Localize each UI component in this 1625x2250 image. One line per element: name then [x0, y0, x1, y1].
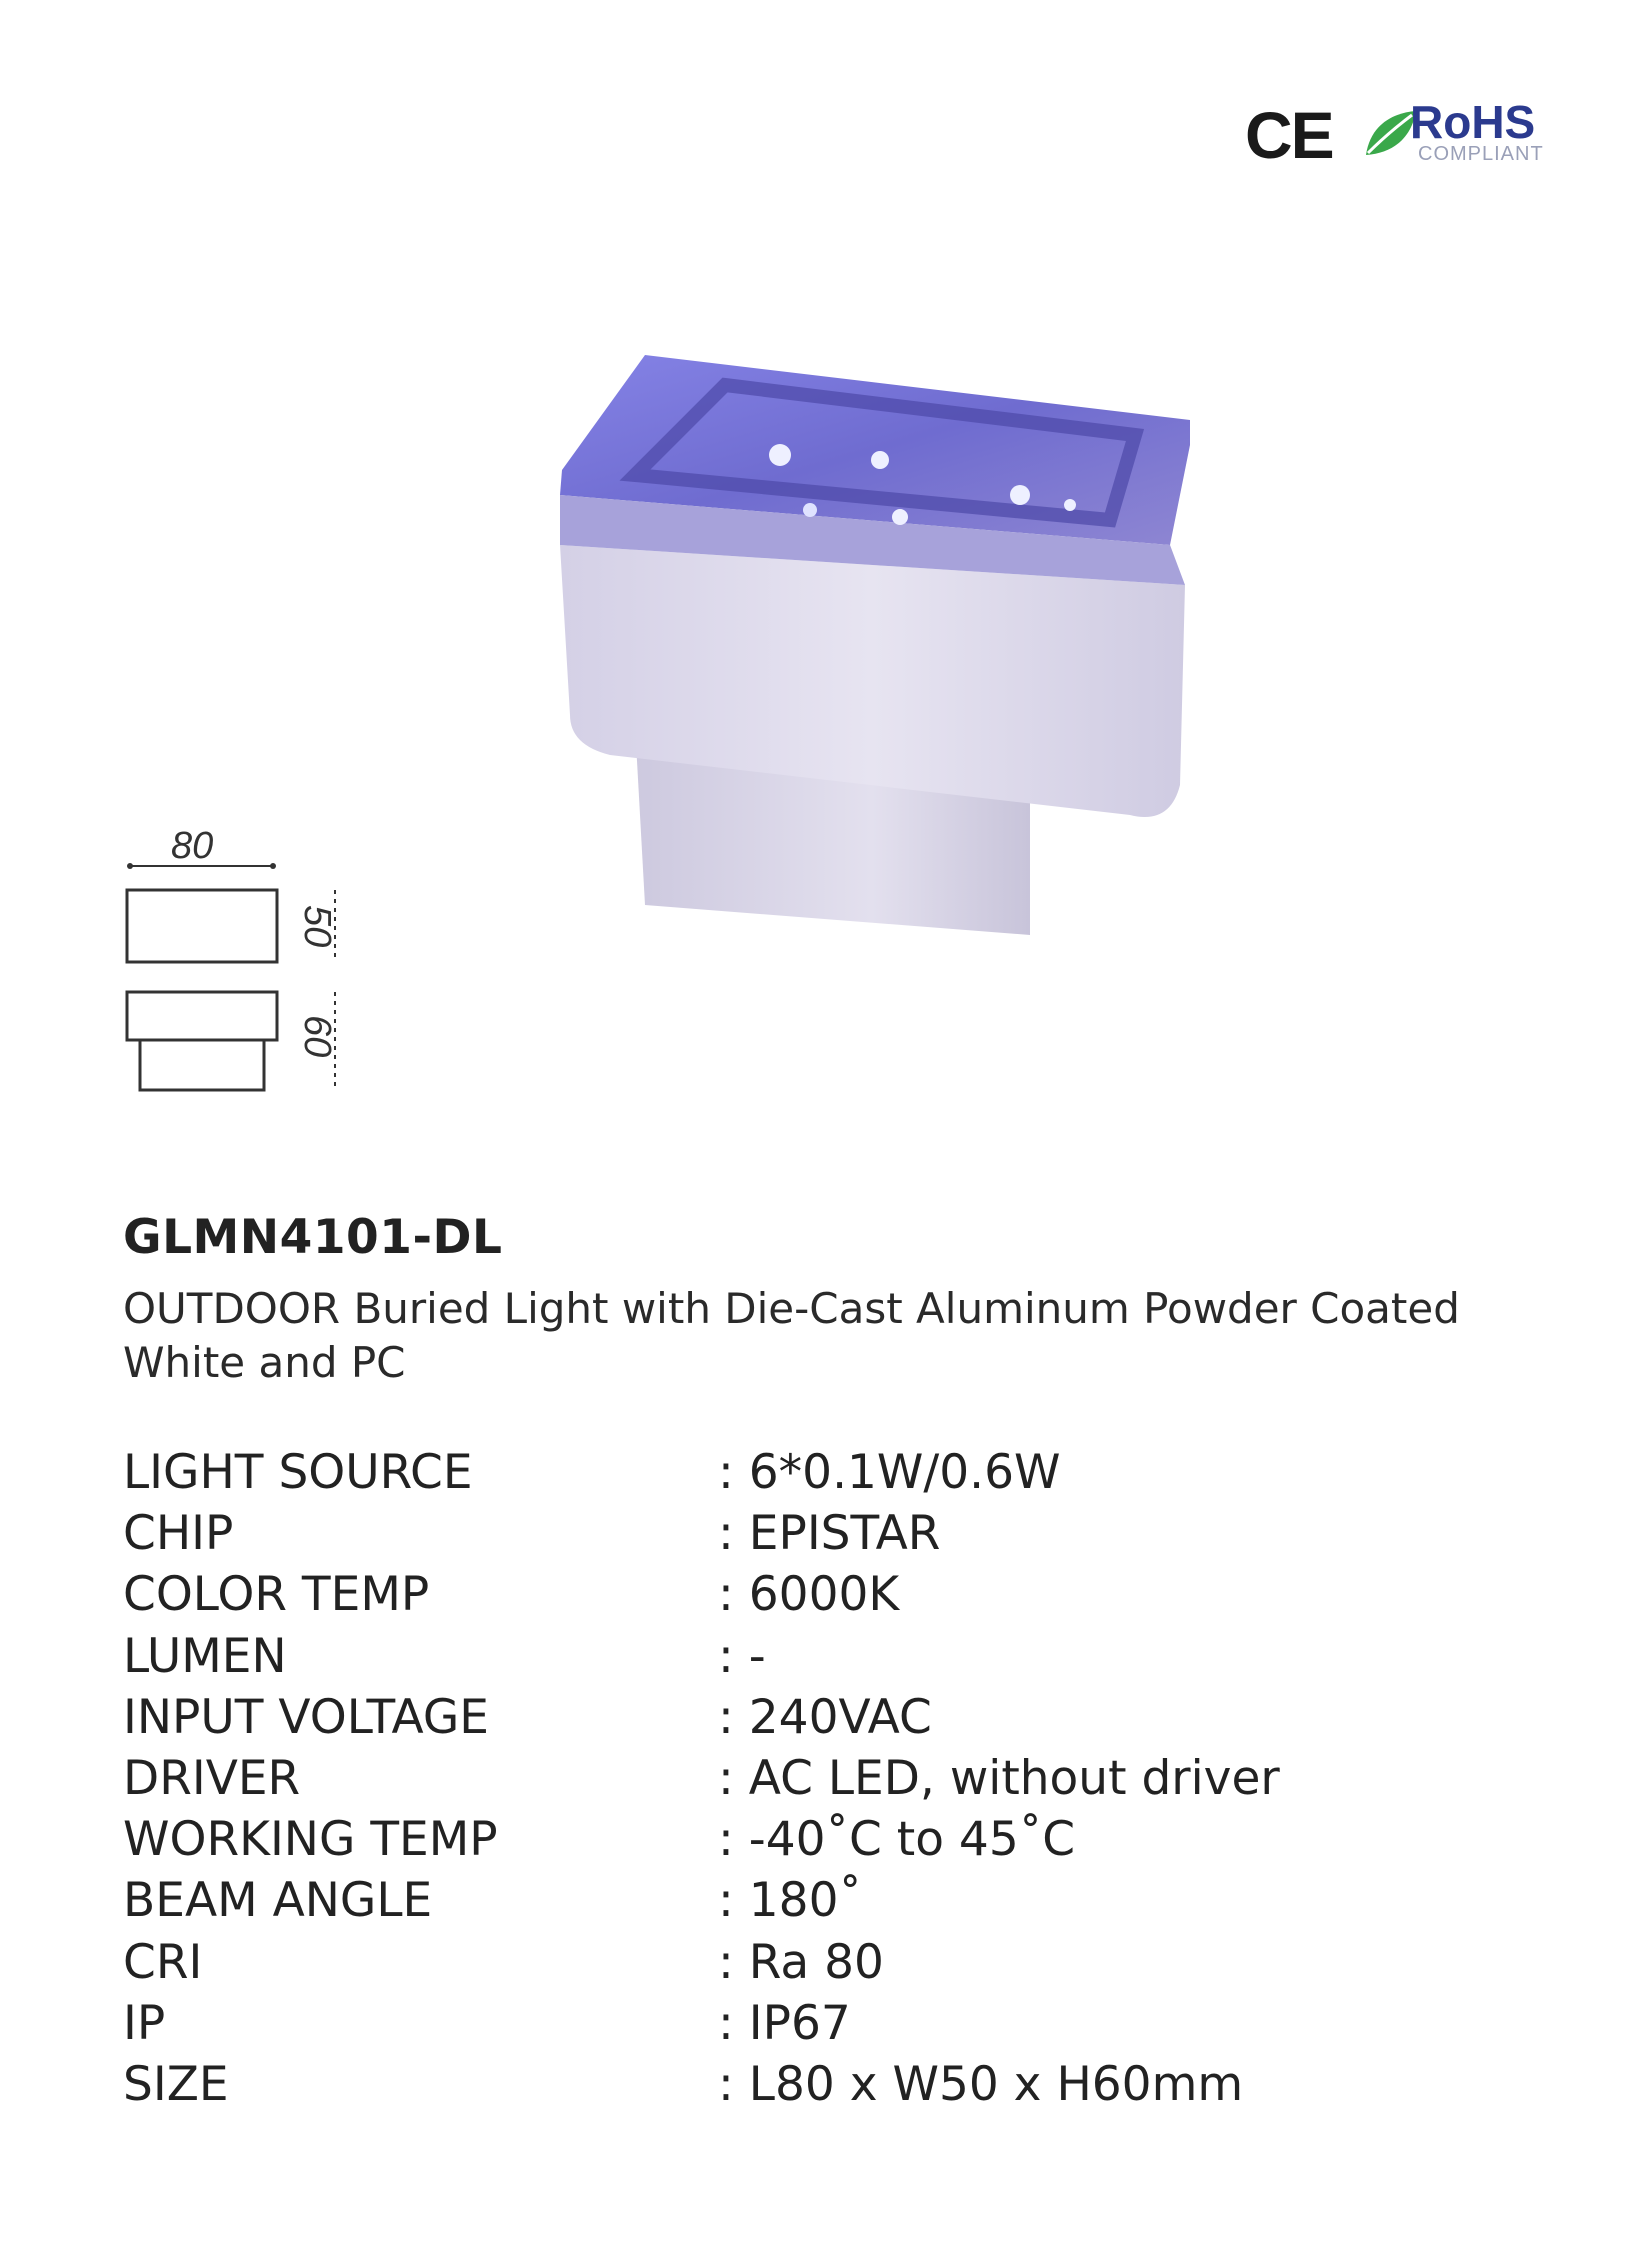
- spec-value: : EPISTAR: [718, 1503, 940, 1564]
- dim-height-label: 60: [296, 1015, 338, 1058]
- spec-value: : IP67: [718, 1993, 851, 2054]
- spec-value: : 180˚: [718, 1870, 862, 1931]
- product-model: GLMN4101-DL: [123, 1210, 503, 1265]
- spec-value: : -: [718, 1626, 766, 1687]
- spec-row: [123, 1993, 1563, 2054]
- spec-row: [123, 1442, 1563, 1503]
- spec-row: [123, 1503, 1563, 1564]
- ce-mark: CE: [1245, 98, 1333, 172]
- spec-label: CRI: [123, 1934, 203, 1990]
- spec-row: [123, 1564, 1563, 1625]
- rohs-mark: [1360, 95, 1555, 175]
- spec-table: [123, 1442, 1563, 2115]
- spec-row: [123, 2054, 1563, 2115]
- spec-row: [123, 1687, 1563, 1748]
- spec-label: WORKING TEMP: [123, 1812, 498, 1868]
- spec-label: LUMEN: [123, 1628, 287, 1684]
- product-description: OUTDOOR Buried Light with Die-Cast Aluminum Powder Coated White and PC: [123, 1284, 1460, 1387]
- spec-label: BEAM ANGLE: [123, 1873, 433, 1929]
- product-image: [550, 345, 1200, 945]
- spec-label: CHIP: [123, 1506, 234, 1562]
- spec-label: SIZE: [123, 2056, 229, 2112]
- spec-value: : 6000K: [718, 1564, 899, 1625]
- spec-value: : AC LED, without driver: [718, 1748, 1280, 1809]
- spec-row: [123, 1932, 1563, 1993]
- spec-value: : Ra 80: [718, 1932, 884, 1993]
- dimension-drawing: [115, 820, 370, 1110]
- spec-row: [123, 1870, 1563, 1931]
- rohs-label: RoHS: [1410, 96, 1536, 148]
- dim-depth-label: 50: [296, 905, 338, 948]
- spec-row: [123, 1626, 1563, 1687]
- spec-label: DRIVER: [123, 1750, 301, 1806]
- dim-width-label: 80: [171, 825, 214, 867]
- certification-marks: [1245, 95, 1555, 175]
- rohs-compliant-label: COMPLIANT: [1418, 143, 1544, 165]
- spec-label: INPUT VOLTAGE: [123, 1689, 489, 1745]
- spec-label: IP: [123, 1995, 166, 2051]
- spec-row: [123, 1748, 1563, 1809]
- spec-value: : -40˚C to 45˚C: [718, 1809, 1075, 1870]
- spec-label: LIGHT SOURCE: [123, 1445, 473, 1500]
- spec-row: [123, 1809, 1563, 1870]
- spec-value: : 6*0.1W/0.6W: [718, 1442, 1060, 1503]
- spec-value: : 240VAC: [718, 1687, 932, 1748]
- spec-label: COLOR TEMP: [123, 1567, 430, 1623]
- spec-value: : L80 x W50 x H60mm: [718, 2054, 1243, 2115]
